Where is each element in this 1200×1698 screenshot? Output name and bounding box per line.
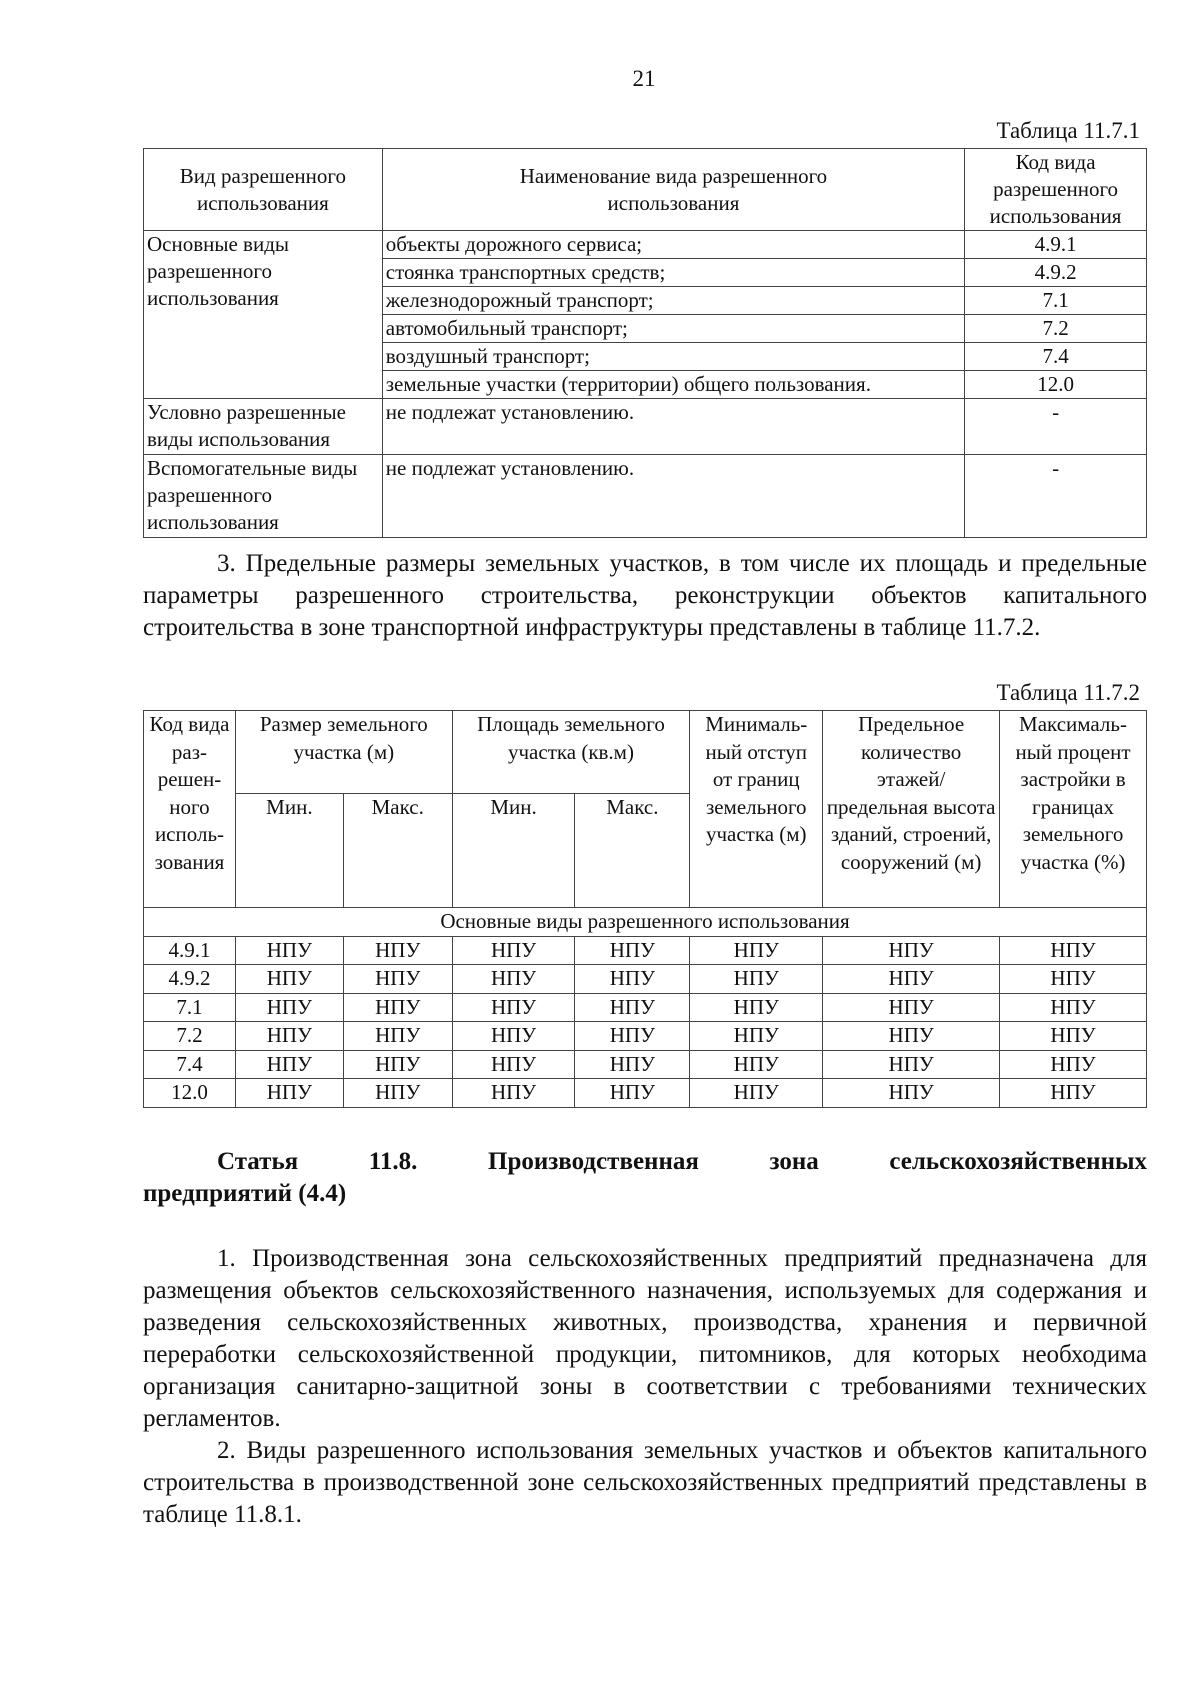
t2-cell: НПУ — [575, 1050, 690, 1079]
t1-row-name: стоянка транспортных средств; — [382, 259, 964, 287]
t2-cell: НПУ — [235, 1022, 343, 1051]
t1-row-name: объекты дорожного сервиса; — [382, 231, 964, 259]
t1-row-code: 7.4 — [965, 343, 1147, 371]
t2-cell: НПУ — [690, 936, 823, 965]
t2-cell: НПУ — [575, 936, 690, 965]
t2-cell: НПУ — [343, 993, 452, 1022]
t2-cell: НПУ — [235, 1050, 343, 1079]
t1-auxiliary-code: - — [965, 455, 1147, 538]
article-paragraph-2 — [143, 1435, 1147, 1531]
t2-row-code: 7.2 — [144, 1022, 236, 1051]
paragraph-3 — [143, 548, 1147, 644]
t2-cell: НПУ — [343, 936, 452, 965]
t2-cell: НПУ — [452, 965, 575, 994]
t1-row-code: 4.9.1 — [965, 231, 1147, 259]
t2-cell: НПУ — [690, 1050, 823, 1079]
article-paragraph-1 — [143, 1243, 1147, 1435]
t2-row-code: 7.4 — [144, 1050, 236, 1079]
t2-cell: НПУ — [690, 1079, 823, 1108]
t2-header-area-min: Мин. — [452, 794, 575, 908]
t2-cell: НПУ — [452, 1050, 575, 1079]
t2-cell: НПУ — [343, 1079, 452, 1108]
table1-caption: Таблица 11.7.1 — [996, 118, 1140, 143]
article-heading-line1: Статья 11.8. Производственная зона сельскохозяйственных — [217, 1148, 1147, 1175]
t2-cell: НПУ — [575, 965, 690, 994]
t2-cell: НПУ — [1000, 993, 1147, 1022]
t2-cell: НПУ — [1000, 965, 1147, 994]
t1-row-name: воздушный транспорт; — [382, 343, 964, 371]
t1-group-auxiliary: Вспомогательные виды разрешенного использования — [144, 455, 383, 538]
t2-cell: НПУ — [690, 965, 823, 994]
t2-header-size-min: Мин. — [235, 794, 343, 908]
t1-row-code: 7.1 — [965, 287, 1147, 315]
paragraph-3-text: 3. Предельные размеры земельных участков, в том числе их площадь и предельные параметры разрешенного строительства, реконструкции объектов капитального строительства в зоне транспортной инфраструктуры представлены в таблице 11.7.2. — [143, 550, 1147, 641]
article-heading — [143, 1146, 1147, 1210]
t2-cell: НПУ — [343, 1050, 452, 1079]
t2-row-code: 4.9.1 — [144, 936, 236, 965]
t1-row-name: земельные участки (территории) общего пользования. — [382, 371, 964, 399]
t2-cell: НПУ — [452, 1079, 575, 1108]
t2-header-area: Площадь земельного участка (кв.м) — [452, 711, 690, 794]
t2-header-size: Размер земельного участка (м) — [235, 711, 452, 794]
t1-header-type: Вид разрешенного использования — [144, 149, 383, 231]
t2-cell: НПУ — [690, 993, 823, 1022]
t1-row-name: железнодорожный транспорт; — [382, 287, 964, 315]
t1-row-code: 4.9.2 — [965, 259, 1147, 287]
t2-cell: НПУ — [235, 1079, 343, 1108]
t2-header-code: Код вида раз-решен-ного исполь-зования — [144, 711, 236, 908]
t1-auxiliary-text: не подлежат установлению. — [382, 455, 964, 538]
t2-cell: НПУ — [823, 1050, 1000, 1079]
t2-cell: НПУ — [452, 936, 575, 965]
t2-cell: НПУ — [823, 1079, 1000, 1108]
table-11-7-1 — [143, 148, 1147, 538]
page-number: 21 — [632, 66, 656, 91]
t2-row-code: 4.9.2 — [144, 965, 236, 994]
t2-cell: НПУ — [343, 965, 452, 994]
t2-section-main: Основные виды разрешенного использования — [144, 908, 1147, 937]
t2-row-code: 12.0 — [144, 1079, 236, 1108]
t2-header-area-max: Макс. — [575, 794, 690, 908]
t1-conditional-code: - — [965, 399, 1147, 455]
t1-row-name: автомобильный транспорт; — [382, 315, 964, 343]
table2-caption: Таблица 11.7.2 — [996, 680, 1140, 705]
t1-row-code: 7.2 — [965, 315, 1147, 343]
t2-header-offset: Минималь-ный отступ от границ земельного участка (м) — [690, 711, 823, 908]
article-paragraph-2-text: 2. Виды разрешенного использования земельных участков и объектов капитального строительства в производственной зоне сельскохозяйственных предприятий представлены в таблице 11.8.1. — [143, 1437, 1147, 1528]
t2-cell: НПУ — [343, 1022, 452, 1051]
t2-cell: НПУ — [690, 1022, 823, 1051]
t2-row-code: 7.1 — [144, 993, 236, 1022]
t2-header-percent: Максималь-ный процент застройки в границах земельного участка (%) — [1000, 711, 1147, 908]
article-paragraph-1-text: 1. Производственная зона сельскохозяйственных предприятий предназначена для размещения объектов сельскохозяйственного назначения, используемых для содержания и разведения сельскохозяйственных животных, производства, хранения и первичной переработки сельскохозяйственной продукции, питомников, для которых необходима организация санитарно-защитной зоны в соответствии с требованиями технических регламентов. — [143, 1245, 1147, 1432]
t2-cell: НПУ — [1000, 1050, 1147, 1079]
t1-conditional-text: не подлежат установлению. — [382, 399, 964, 455]
t2-cell: НПУ — [823, 936, 1000, 965]
t1-group-main: Основные виды разрешенного использования — [144, 231, 383, 399]
t1-row-code: 12.0 — [965, 371, 1147, 399]
t2-cell: НПУ — [823, 1022, 1000, 1051]
article-heading-line2: предприятий (4.4) — [143, 1180, 347, 1207]
t2-header-floors: Предельное количество этажей/ предельная высота зданий, строений, сооружений (м) — [823, 711, 1000, 908]
t1-header-name: Наименование вида разрешенного использования — [382, 149, 964, 231]
t2-cell: НПУ — [575, 1022, 690, 1051]
t2-cell: НПУ — [575, 1079, 690, 1108]
t2-cell: НПУ — [823, 965, 1000, 994]
t1-header-code: Код вида разрешенного использования — [965, 149, 1147, 231]
t1-group-conditional: Условно разрешенные виды использования — [144, 399, 383, 455]
t2-cell: НПУ — [823, 993, 1000, 1022]
t2-cell: НПУ — [235, 965, 343, 994]
t2-header-size-max: Макс. — [343, 794, 452, 908]
t2-cell: НПУ — [1000, 1079, 1147, 1108]
t2-cell: НПУ — [235, 993, 343, 1022]
t2-cell: НПУ — [452, 1022, 575, 1051]
t2-cell: НПУ — [452, 993, 575, 1022]
t2-cell: НПУ — [575, 993, 690, 1022]
t2-cell: НПУ — [1000, 936, 1147, 965]
t2-cell: НПУ — [1000, 1022, 1147, 1051]
table-11-7-2 — [143, 710, 1147, 1108]
t2-cell: НПУ — [235, 936, 343, 965]
